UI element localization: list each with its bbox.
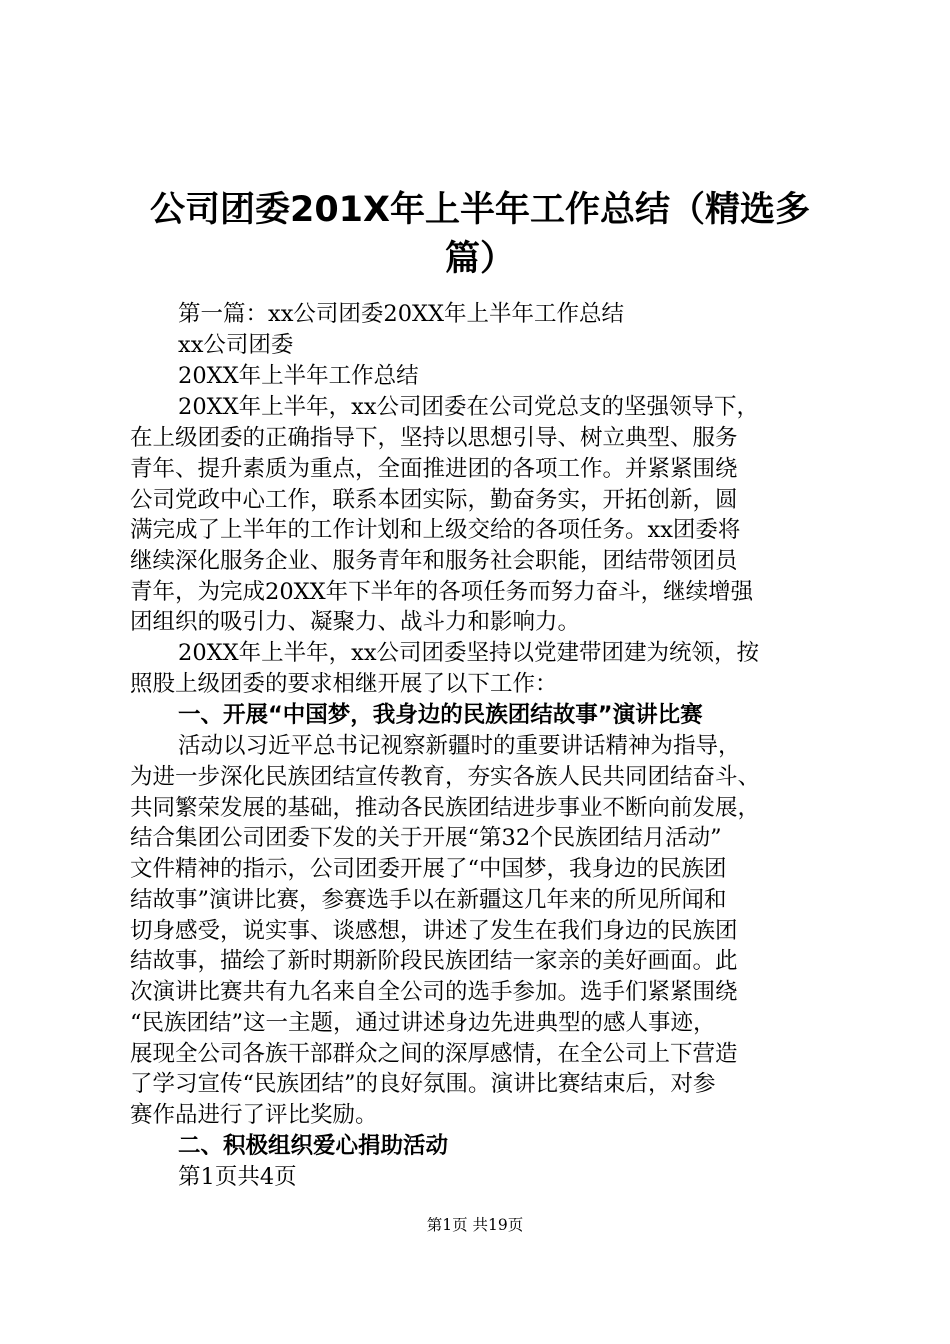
inner-page-counter: 第1页共4页 xyxy=(178,1164,297,1190)
body-line: 团组织的吸引力、凝聚力、战斗力和影响力。 xyxy=(130,609,581,635)
body-line: 活动以习近平总书记视察新疆时的重要讲话精神为指导， xyxy=(178,733,741,759)
document-title-line-1: 公司团委201X年上半年工作总结（精选多 xyxy=(149,190,811,230)
body-line: 为进一步深化民族团结宣传教育，夯实各族人民共同团结奋斗、 xyxy=(130,764,761,790)
document-title-line-2: 篇） xyxy=(444,239,515,279)
section-heading-2: 二、积极组织爱心捐助活动 xyxy=(178,1133,449,1159)
section-heading-1: 一、开展“中国梦，我身边的民族团结故事”演讲比赛 xyxy=(178,702,703,728)
body-line: 20XX年上半年，xx公司团委在公司党总支的坚强领导下， xyxy=(178,394,760,420)
body-line: 结故事，描绘了新时期新阶段民族团结一家亲的美好画面。此 xyxy=(130,948,738,974)
subtitle-line: 第一篇：xx公司团委20XX年上半年工作总结 xyxy=(178,301,625,327)
body-line: 结合集团公司团委下发的关于开展“第32个民族团结月活动” xyxy=(130,825,722,851)
body-line: 满完成了上半年的工作计划和上级交给的各项任务。xx团委将 xyxy=(130,517,741,543)
body-line: 了学习宣传“民族团结”的良好氛围。演讲比赛结束后，对参 xyxy=(130,1071,716,1097)
body-line: 结故事”演讲比赛，参赛选手以在新疆这几年来的所见所闻和 xyxy=(130,887,727,913)
body-line: 共同繁荣发展的基础，推动各民族团结进步事业不断向前发展， xyxy=(130,795,761,821)
body-line: 在上级团委的正确指导下，坚持以思想引导、树立典型、服务 xyxy=(130,425,738,451)
body-line: 继续深化服务企业、服务青年和服务社会职能，团结带领团员 xyxy=(130,548,738,574)
body-line: 照股上级团委的要求相继开展了以下工作： xyxy=(130,671,558,697)
body-line: 青年、提升素质为重点，全面推进团的各项工作。并紧紧围绕 xyxy=(130,456,738,482)
page-footer: 第1页 共19页 xyxy=(426,1216,524,1234)
report-title-line: 20XX年上半年工作总结 xyxy=(178,363,419,389)
body-line: 切身感受，说实事、谈感想，讲述了发生在我们身边的民族团 xyxy=(130,918,738,944)
body-line: 公司党政中心工作，联系本团实际，勤奋务实，开拓创新，圆 xyxy=(130,487,738,513)
org-name-line: xx公司团委 xyxy=(178,332,294,358)
body-line: 文件精神的指示，公司团委开展了“中国梦，我身边的民族团 xyxy=(130,856,727,882)
body-line: “民族团结”这一主题，通过讲述身边先进典型的感人事迹， xyxy=(130,1010,716,1036)
body-line: 次演讲比赛共有九名来自全公司的选手参加。选手们紧紧围绕 xyxy=(130,979,738,1005)
body-line: 20XX年上半年，xx公司团委坚持以党建带团建为统领，按 xyxy=(178,640,760,666)
body-line: 青年，为完成20XX年下半年的各项任务而努力奋斗，继续增强 xyxy=(130,579,754,605)
body-line: 展现全公司各族干部群众之间的深厚感情，在全公司上下营造 xyxy=(130,1041,738,1067)
body-line: 赛作品进行了评比奖励。 xyxy=(130,1102,378,1128)
